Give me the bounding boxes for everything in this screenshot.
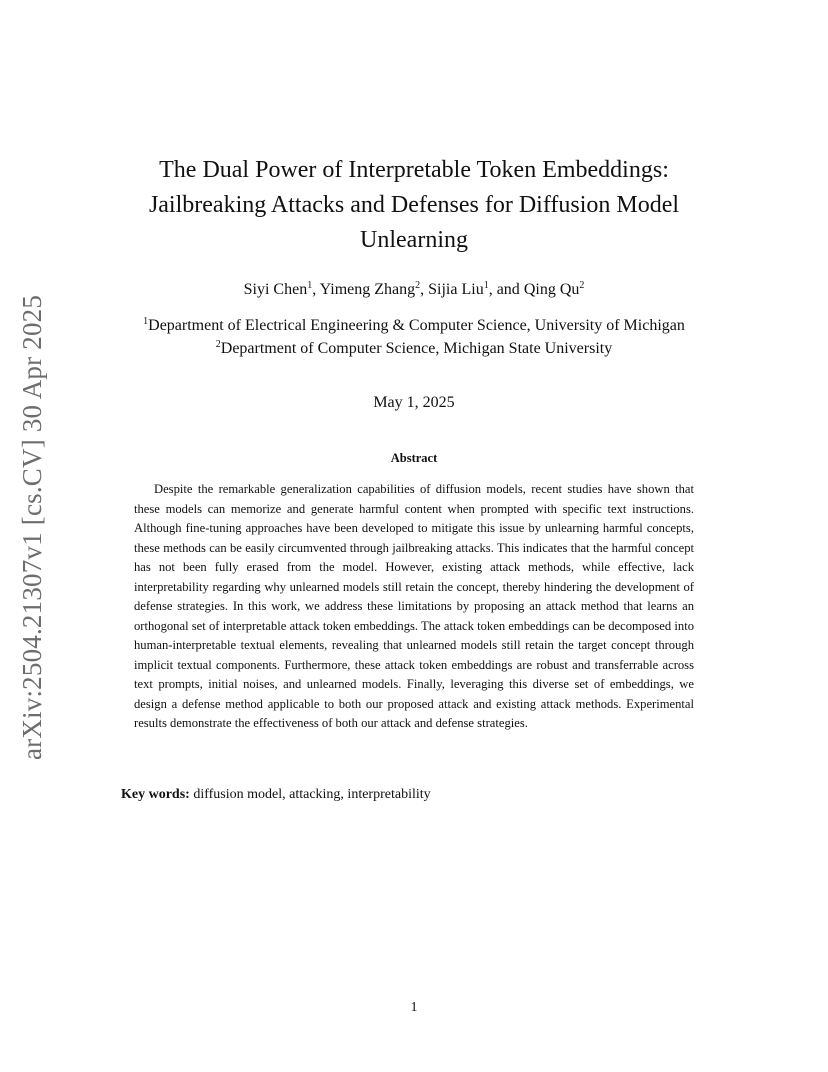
title-line-3: Unlearning xyxy=(360,227,468,253)
keywords-text: diffusion model, attacking, interpretability xyxy=(193,787,431,802)
author-name: Qing Qu xyxy=(523,281,580,298)
keywords-label: Key words: xyxy=(121,787,190,802)
affiliation-mark: 1 xyxy=(143,316,149,327)
paper-title xyxy=(90,153,738,258)
abstract-heading: Abstract xyxy=(390,451,438,465)
title-line-1: The Dual Power of Interpretable Token Embeddings: xyxy=(159,157,669,183)
title-line-2: Jailbreaking Attacks and Defenses for Diffusion Model xyxy=(148,192,680,218)
affiliation-text: Department of Computer Science, Michigan State University xyxy=(220,340,613,357)
author-affiliation-mark: 2 xyxy=(579,280,585,291)
page-number: 1 xyxy=(410,1000,418,1015)
author-name: Yimeng Zhang xyxy=(319,281,416,298)
author-affiliation-mark: 1 xyxy=(307,280,313,291)
affiliation-text: Department of Electrical Engineering & Computer Science, University of Michigan xyxy=(148,317,685,334)
author-name: Siyi Chen xyxy=(243,281,308,298)
affiliation-mark: 2 xyxy=(215,339,221,350)
publication-date: May 1, 2025 xyxy=(373,394,455,411)
author-affiliation-mark: 2 xyxy=(415,280,421,291)
arxiv-identifier-stamp: arXiv:2504.21307v1 [cs.CV] 30 Apr 2025 xyxy=(17,294,47,760)
keywords-line xyxy=(121,785,721,805)
affiliation-2 xyxy=(90,338,738,360)
author-name: Sijia Liu xyxy=(428,281,484,298)
author-affiliation-mark: 1 xyxy=(483,280,489,291)
abstract-body: Despite the remarkable generalization capabilities of diffusion models, recent studies have shown that these models can memorize and generate harmful content when prompted with specific text instructions. Although fine-tuning approaches have been developed to mitigate this issue by unlearning harmful concepts, these methods can be easily circumvented through jailbreaking attacks. This indicates that the harmful concept has not been fully erased from the model. However, existing attack methods, while effective, lack interpretability regarding why unlearned models still retain the concept, thereby hindering the development of defense strategies. In this work, we address these limitations by proposing an attack method that learns an orthogonal set of interpretable attack token embeddings. The attack token embeddings can be decomposed into human-interpretable textual elements, revealing that unlearned models still retain the target concept through implicit textual components. Furthermore, these attack token embeddings are robust and transferrable across text prompts, initial noises, and unlearned models. Finally, leveraging this diverse set of embeddings, we design a defense method applicable to both our proposed attack and existing attack methods. Experimental results demonstrate the effectiveness of both our attack and defense strategies. xyxy=(134,482,694,730)
author-separator: , xyxy=(420,281,429,298)
author-list xyxy=(90,279,738,301)
author-separator: , and xyxy=(488,281,524,298)
author-separator: , xyxy=(312,281,320,298)
affiliation-1 xyxy=(90,315,738,337)
